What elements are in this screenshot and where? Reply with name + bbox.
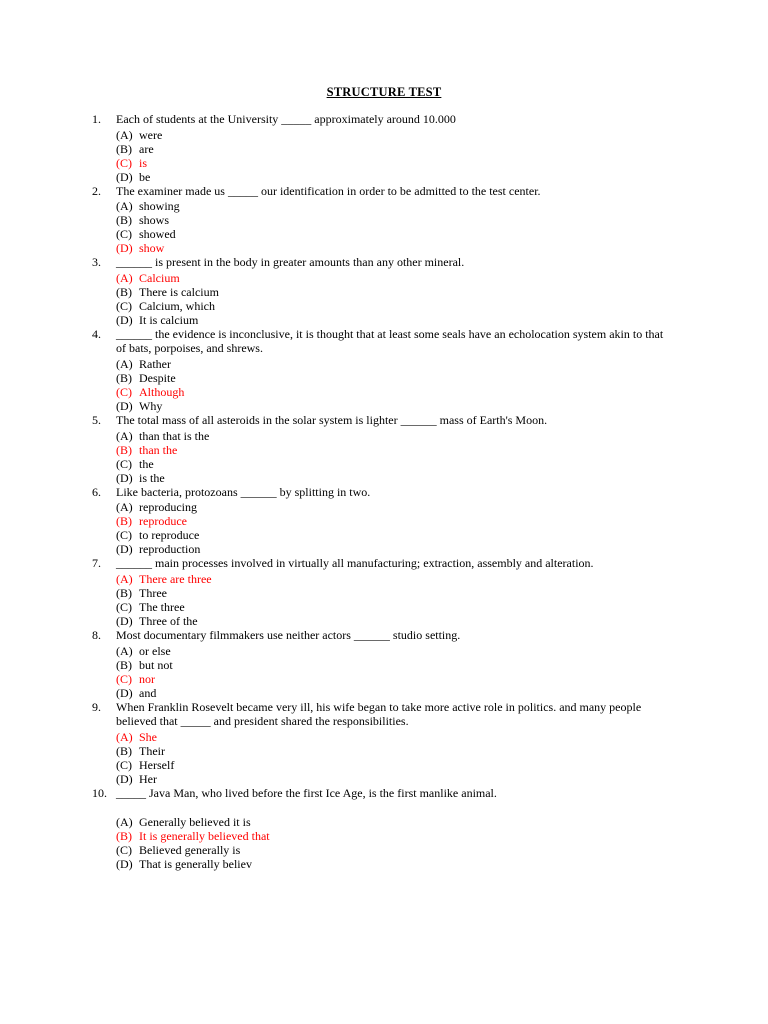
- answer-option: [116, 371, 768, 385]
- answer-option: [116, 542, 768, 556]
- answer-options: [116, 271, 768, 327]
- answer-option: [116, 528, 768, 542]
- answer-option: [116, 500, 768, 514]
- option-text: shows: [139, 213, 170, 228]
- answer-option-correct: [116, 443, 768, 457]
- question-number: 2.: [92, 183, 101, 198]
- answer-option: [116, 429, 768, 443]
- option-letter: (C): [116, 671, 132, 686]
- option-letter: (C): [116, 299, 132, 314]
- option-text: is: [139, 155, 148, 170]
- option-letter: (C): [116, 456, 132, 471]
- question-stem: Most documentary filmmakers use neither actors ______ studio setting.: [116, 628, 461, 643]
- question-number: 7.: [92, 556, 101, 571]
- option-letter: (A): [116, 500, 133, 515]
- option-text: There are three: [139, 572, 212, 587]
- option-text: Three of the: [139, 614, 198, 629]
- answer-option: [116, 857, 768, 871]
- answer-option-correct: [116, 156, 768, 170]
- option-letter: (D): [116, 685, 133, 700]
- question-number: 1.: [92, 112, 101, 126]
- option-text: than the: [139, 442, 178, 457]
- question-item: [0, 184, 768, 256]
- option-letter: (A): [116, 815, 133, 830]
- question-item: [0, 556, 768, 628]
- option-letter: (C): [116, 528, 132, 543]
- option-text: Despite: [139, 371, 176, 386]
- answer-option-correct: [116, 514, 768, 528]
- option-letter: (C): [116, 155, 132, 170]
- answer-option: [116, 686, 768, 700]
- option-text: reproduction: [139, 542, 201, 557]
- question-list: [0, 112, 768, 871]
- question-stem: When Franklin Rosevelt became very ill, his wife began to take more active role in politics. and many people believed that _____ and president shared the responsibilities.: [116, 699, 642, 729]
- option-letter: (B): [116, 829, 132, 844]
- option-text: Generally believed it is: [139, 815, 251, 830]
- question-stem: _____ Java Man, who lived before the first Ice Age, is the first manlike animal.: [116, 785, 497, 800]
- question-item: [0, 255, 768, 327]
- option-text: is the: [139, 470, 165, 485]
- answer-option: [116, 199, 768, 213]
- option-text: be: [139, 169, 151, 184]
- option-letter: (B): [116, 743, 132, 758]
- answer-options: [116, 199, 768, 255]
- option-letter: (B): [116, 442, 132, 457]
- option-letter: (A): [116, 729, 133, 744]
- question-stem: ______ the evidence is inconclusive, it is thought that at least some seals have an echolocation system akin to that of bats, porpoises, and shrews.: [116, 327, 664, 356]
- option-text: It is calcium: [139, 313, 199, 328]
- question-number: 6.: [92, 484, 101, 499]
- question-stem: The total mass of all asteroids in the solar system is lighter ______ mass of Earth's Moon.: [116, 413, 548, 428]
- question-number: 4.: [92, 327, 101, 342]
- answer-options: [116, 128, 768, 184]
- question-number: 3.: [92, 255, 101, 270]
- option-letter: (A): [116, 643, 133, 658]
- answer-options: [116, 730, 768, 786]
- question-item: [0, 700, 768, 786]
- option-letter: (D): [116, 169, 133, 184]
- option-letter: (D): [116, 542, 133, 557]
- option-letter: (C): [116, 385, 132, 400]
- question-stem: ______ main processes involved in virtually all manufacturing; extraction, assembly and alteration.: [116, 556, 594, 571]
- option-text: reproducing: [139, 500, 197, 515]
- answer-option: [116, 213, 768, 227]
- option-text: Why: [139, 399, 163, 414]
- option-letter: (A): [116, 357, 133, 372]
- question-item: [0, 628, 768, 700]
- answer-option: [116, 227, 768, 241]
- option-text: Believed generally is: [139, 843, 241, 858]
- option-text: or else: [139, 643, 171, 658]
- option-letter: (D): [116, 241, 133, 256]
- option-text: show: [139, 241, 165, 256]
- answer-option: [116, 299, 768, 313]
- answer-option-correct: [116, 271, 768, 285]
- option-letter: (D): [116, 313, 133, 328]
- answer-option: [116, 843, 768, 857]
- option-text: Herself: [139, 757, 175, 772]
- option-text: nor: [139, 671, 155, 686]
- option-text: showing: [139, 199, 180, 214]
- option-letter: (B): [116, 514, 132, 529]
- answer-option-correct: [116, 730, 768, 744]
- answer-option: [116, 586, 768, 600]
- question-item: [0, 413, 768, 485]
- answer-option: [116, 170, 768, 184]
- answer-options: [116, 357, 768, 413]
- option-letter: (D): [116, 399, 133, 414]
- option-text: showed: [139, 227, 176, 242]
- answer-option: [116, 644, 768, 658]
- question-stem: Like bacteria, protozoans ______ by splitting in two.: [116, 484, 371, 499]
- option-letter: (A): [116, 199, 133, 214]
- answer-options: [116, 815, 768, 871]
- option-letter: (C): [116, 843, 132, 858]
- option-text: Three: [139, 586, 167, 601]
- blank-line: [0, 800, 768, 814]
- answer-option-correct: [116, 829, 768, 843]
- option-letter: (C): [116, 227, 132, 242]
- question-number: 5.: [92, 413, 101, 428]
- answer-option: [116, 614, 768, 628]
- option-letter: (D): [116, 470, 133, 485]
- option-text: and: [139, 685, 157, 700]
- option-text: Calcium: [139, 271, 180, 286]
- answer-option: [116, 399, 768, 413]
- option-letter: (B): [116, 586, 132, 601]
- option-text: reproduce: [139, 514, 187, 529]
- question-item: [0, 786, 768, 872]
- answer-option: [116, 744, 768, 758]
- answer-options: [116, 572, 768, 628]
- answer-option-correct: [116, 572, 768, 586]
- answer-options: [116, 644, 768, 700]
- answer-option: [116, 815, 768, 829]
- answer-option-correct: [116, 672, 768, 686]
- answer-option-correct: [116, 385, 768, 399]
- option-text: Their: [139, 743, 165, 758]
- option-text: Although: [139, 385, 185, 400]
- question-stem: The examiner made us _____ our identification in order to be admitted to the test center.: [116, 183, 541, 198]
- question-stem: ______ is present in the body in greater amounts than any other mineral.: [116, 255, 465, 270]
- option-letter: (B): [116, 371, 132, 386]
- answer-option: [116, 313, 768, 327]
- question-number: 8.: [92, 628, 101, 643]
- answer-option: [116, 357, 768, 371]
- answer-option: [116, 142, 768, 156]
- option-letter: (B): [116, 141, 132, 156]
- answer-option: [116, 471, 768, 485]
- option-text: the: [139, 456, 154, 471]
- option-text: are: [139, 141, 154, 156]
- option-letter: (A): [116, 428, 133, 443]
- answer-options: [116, 429, 768, 485]
- option-letter: (D): [116, 857, 133, 872]
- option-letter: (D): [116, 614, 133, 629]
- option-text: There is calcium: [139, 285, 219, 300]
- answer-option: [116, 772, 768, 786]
- option-letter: (B): [116, 213, 132, 228]
- question-item: [0, 485, 768, 557]
- option-letter: (D): [116, 771, 133, 786]
- option-text: Rather: [139, 357, 171, 372]
- question-number: 10.: [92, 785, 107, 800]
- answer-option: [116, 128, 768, 142]
- option-letter: (C): [116, 757, 132, 772]
- option-letter: (B): [116, 657, 132, 672]
- option-text: than that is the: [139, 428, 210, 443]
- option-text: The three: [139, 600, 185, 615]
- option-text: to reproduce: [139, 528, 200, 543]
- question-item: [0, 327, 768, 413]
- question-stem: Each of students at the University _____ approximately around 10.000: [116, 112, 456, 126]
- option-text: but not: [139, 657, 173, 672]
- answer-option: [116, 758, 768, 772]
- option-letter: (B): [116, 285, 132, 300]
- option-letter: (C): [116, 600, 132, 615]
- question-number: 9.: [92, 699, 101, 714]
- option-text: Her: [139, 771, 157, 786]
- option-letter: (A): [116, 127, 133, 142]
- question-item: [0, 112, 768, 184]
- answer-options: [116, 500, 768, 556]
- option-letter: (A): [116, 271, 133, 286]
- answer-option: [116, 457, 768, 471]
- option-text: That is generally believ: [139, 857, 252, 872]
- option-text: were: [139, 127, 163, 142]
- option-letter: (A): [116, 572, 133, 587]
- option-text: It is generally believed that: [139, 829, 270, 844]
- answer-option: [116, 658, 768, 672]
- option-text: She: [139, 729, 157, 744]
- option-text: Calcium, which: [139, 299, 215, 314]
- answer-option-correct: [116, 241, 768, 255]
- answer-option: [116, 285, 768, 299]
- page-title: STRUCTURE TEST: [326, 85, 442, 99]
- answer-option: [116, 600, 768, 614]
